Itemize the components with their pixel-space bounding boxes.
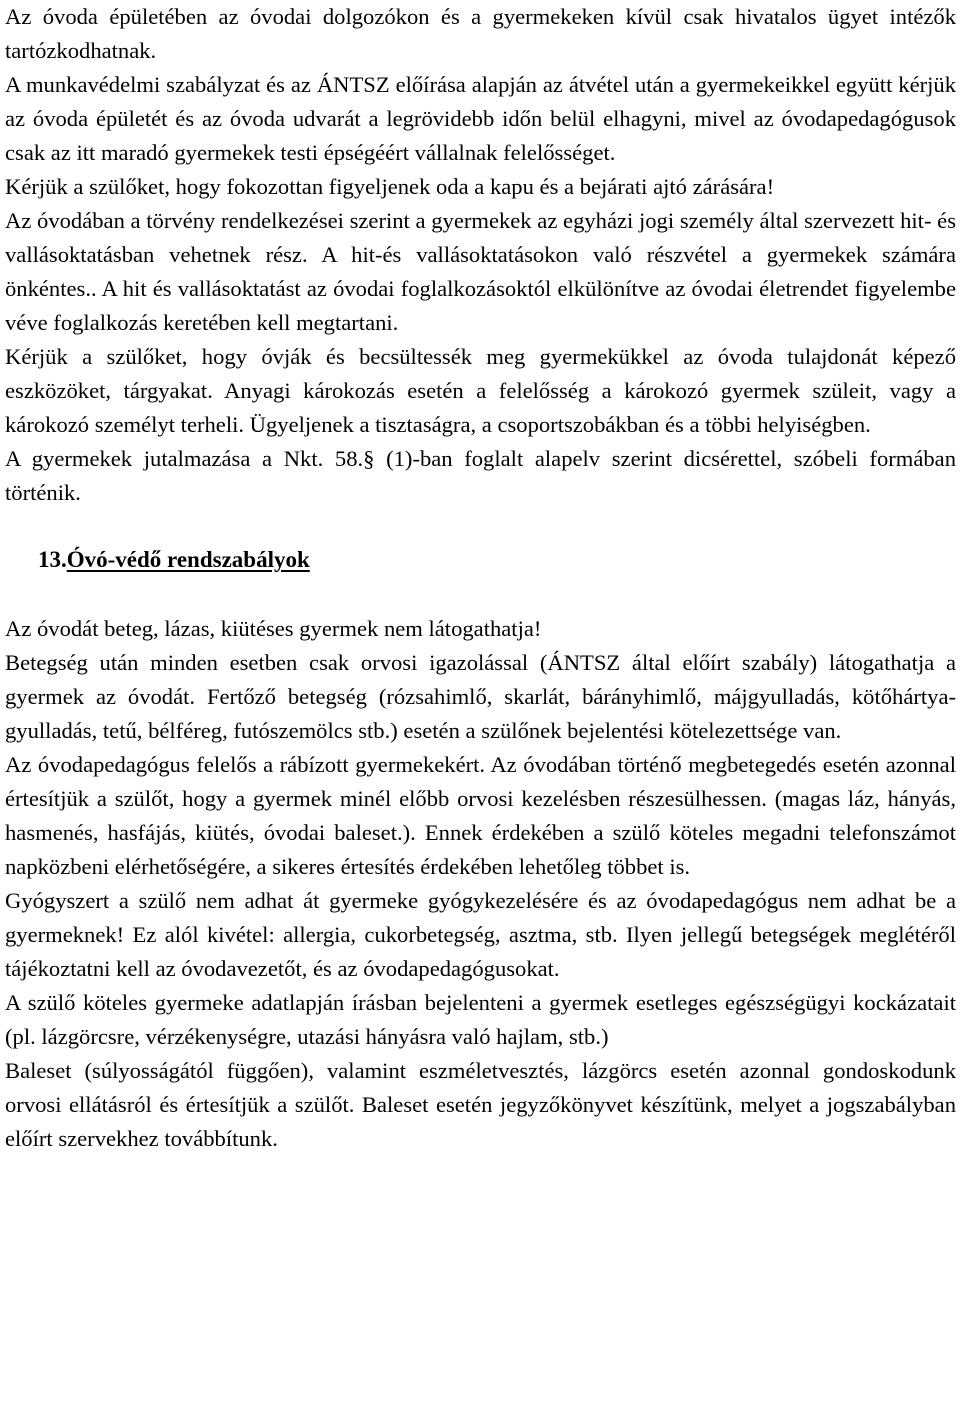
paragraph-religious-education: Az óvodában a törvény rendelkezései szerint a gyermekek az egyházi jogi személy által szervezett hit- és vallásoktatásban vehetnek rész. A hit-és vallásoktatásokon való részvétel a gyermekek számára önkéntes.. A hit és vallásoktatást az óvodai foglalkozásoktól elkülönítve az óvodai életrendet figyelembe véve foglalkozás keretében kell megtartani. (5, 208, 956, 335)
section-title: Óvó-védő rendszabályok (66, 547, 310, 572)
paragraph-leaving-premises: A munkavédelmi szabályzat és az ÁNTSZ előírása alapján az átvétel után a gyermekeikkel együtt kérjük az óvoda épületét és az óvoda udvarát a legrövidebb időn belül elhagyni, mivel az óvodapedagógusok csak az itt maradó gyermekek testi épségéért vállalnak felelősséget. (5, 72, 956, 165)
paragraph-property-care: Kérjük a szülőket, hogy óvják és becsültessék meg gyermekükkel az óvoda tulajdonát képező eszközöket, tárgyakat. Anyagi károkozás esetén a felelősség a károkozó gyermek szüleit, vagy a károkozó személyt terheli. Ügyeljenek a tisztaságra, a csoportszobákban és a többi helyiségben. (5, 344, 956, 437)
section-number: 13. (38, 547, 67, 572)
paragraph-medication: Gyógyszert a szülő nem adhat át gyermeke gyógykezelésére és az óvodapedagógus nem adhat be a gyermeknek! Ez alól kivétel: allergia, cukorbetegség, asztma, stb. Ilyen jellegű betegségek meglétéről tájékoztatni kell az óvodavezetőt, és az óvodapedagógusokat. (5, 888, 956, 981)
paragraph-visitors: Az óvoda épületében az óvodai dolgozókon és a gyermekeken kívül csak hivatalos ügyet intézők tartózkodhatnak. (5, 4, 956, 63)
paragraph-illness-notification: Az óvodapedagógus felelős a rábízott gyermekekért. Az óvodában történő megbetegedés esetén azonnal értesítjük a szülőt, hogy a gyermek minél előbb orvosi kezelésben részesülhessen. (magas láz, hányás, hasmenés, hasfájás, kiütés, óvodai baleset.). Ennek érdekében a szülő köteles megadni telefonszámot napközbeni elérhetőségére, a sikeres értesítés érdekében lehetőleg többet is. (5, 752, 956, 879)
paragraph-sick-children: Az óvodát beteg, lázas, kiütéses gyermek nem látogathatja! (5, 616, 542, 641)
paragraph-medical-certificate: Betegség után minden esetben csak orvosi igazolással (ÁNTSZ által előírt szabály) látogathatja a gyermek az óvodát. Fertőző betegség (rózsahimlő, skarlát, bárányhimlő, májgyulladás, kötőhártya-gyulladás, tetű, bélféreg, futószemölcs stb.) esetén a szülőnek bejelentési kötelezettsége van. (5, 650, 956, 743)
paragraph-gate-closing: Kérjük a szülőket, hogy fokozottan figyeljenek oda a kapu és a bejárati ajtó zárására! (5, 174, 775, 199)
paragraph-rewarding: A gyermekek jutalmazása a Nkt. 58.§ (1)-ban foglalt alapelv szerint dicsérettel, szóbeli formában történik. (5, 446, 956, 505)
section-heading (5, 510, 956, 612)
paragraph-accidents: Baleset (súlyosságától függően), valamint eszméletvesztés, lázgörcs esetén azonnal gondoskodunk orvosi ellátásról és értesítjük a szülőt. Baleset esetén jegyzőkönyvet készítünk, melyet a jogszabályban előírt szervekhez továbbítunk. (5, 1058, 956, 1151)
paragraph-health-risks: A szülő köteles gyermeke adatlapján írásban bejelenteni a gyermek esetleges egészségügyi kockázatait (pl. lázgörcsre, vérzékenységre, utazási hányásra való hajlam, stb.) (5, 990, 956, 1049)
document-page (5, 0, 956, 1156)
